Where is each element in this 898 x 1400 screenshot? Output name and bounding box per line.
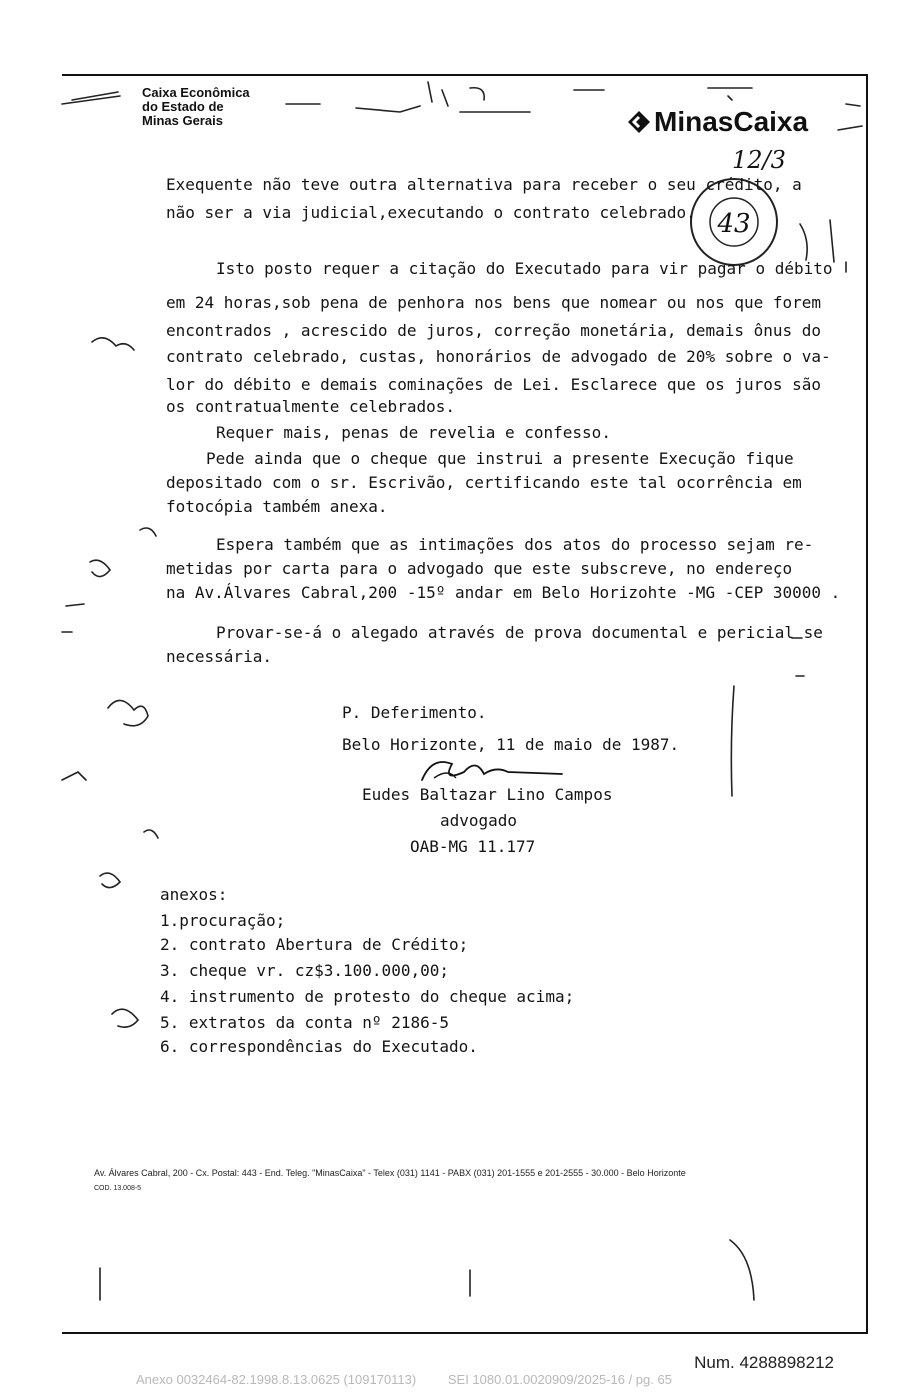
handwritten-folio: 12/3 [732, 146, 786, 174]
brand-name: MinasCaixa [654, 106, 809, 137]
attachment-item: 4. instrumento de protesto do cheque acima; [160, 987, 575, 1006]
attachment-item: 3. cheque vr. cz$3.100.000,00; [160, 961, 449, 980]
stamp-number: 43 [717, 209, 751, 239]
body-line: Pede ainda que o cheque que instrui a presente Execução fique [206, 449, 794, 468]
attachment-item: 1.procuração; [160, 911, 286, 930]
signer-name: Eudes Baltazar Lino Campos [362, 785, 613, 804]
place-date: Belo Horizonte, 11 de maio de 1987. [342, 735, 680, 754]
body-line: fotocópia também anexa. [166, 497, 388, 516]
attachment-item: 6. correspondências do Executado. [160, 1037, 478, 1056]
body-line: encontrados , acrescido de juros, correção monetária, demais ônus do [166, 321, 822, 340]
body-line: Provar-se-á o alegado através de prova documental e pericial se [216, 623, 823, 642]
signer-role: advogado [440, 811, 518, 830]
body-line: contrato celebrado, custas, honorários de advogado de 20% sobre o va- [166, 347, 831, 366]
document-number: Num. 4288898212 [694, 1353, 834, 1372]
sei-watermark [136, 1372, 700, 1387]
body-line: na Av.Álvares Cabral,200 -15º andar em Belo Horizohte -MG -CEP 30000 . [166, 583, 841, 602]
body-line: Exequente não teve outra alternativa para receber o seu crédito, a [166, 175, 802, 194]
brand-mark-icon [626, 109, 652, 135]
issuer-block [142, 86, 250, 128]
annex-reference: Anexo 0032464-82.1998.8.13.0625 (109170113) [136, 1372, 417, 1387]
attachment-item: 2. contrato Abertura de Crédito; [160, 935, 469, 954]
body-line: lor do débito e demais cominações de Lei. Esclarece que os juros são [166, 375, 822, 394]
body-line: Espera também que as intimações dos atos do processo sejam re- [216, 535, 814, 554]
form-code: COD. 13.008-5 [94, 1185, 142, 1192]
body-line: não ser a via judicial,executando o contrato celebrado. [166, 203, 696, 222]
issuer-line: do Estado de [142, 99, 224, 114]
body-line: metidas por carta para o advogado que este subscreve, no endereço [166, 559, 793, 578]
signer-oab: OAB-MG 11.177 [410, 837, 536, 856]
letterhead-footer-address: Av. Álvares Cabral, 200 - Cx. Postal: 443 - End. Teleg. "MinasCaixa" - Telex (031) 1141 - PABX (031) 201-1555 e 201-2555 - 30.000 - Belo Horizonte [94, 1168, 686, 1178]
body-line: depositado com o sr. Escrivão, certificando este tal ocorrência em [166, 473, 802, 492]
body-line: Isto posto requer a citação do Executado para vir pagar o débito [216, 259, 833, 278]
brand-logo [626, 106, 808, 138]
attachments-heading: anexos: [160, 885, 228, 904]
body-line: os contratualmente celebrados. [166, 397, 455, 416]
deferment: P. Deferimento. [342, 703, 487, 722]
body-line: Requer mais, penas de revelia e confesso. [216, 423, 611, 442]
attachment-item: 5. extratos da conta nº 2186-5 [160, 1013, 449, 1032]
issuer-line: Caixa Econômica [142, 85, 250, 100]
issuer-line: Minas Gerais [142, 113, 223, 128]
body-line: necessária. [166, 647, 272, 666]
sei-reference: SEI 1080.01.0020909/2025-16 / pg. 65 [447, 1372, 672, 1387]
body-line: em 24 horas,sob pena de penhora nos bens que nomear ou nos que forem [166, 293, 822, 312]
